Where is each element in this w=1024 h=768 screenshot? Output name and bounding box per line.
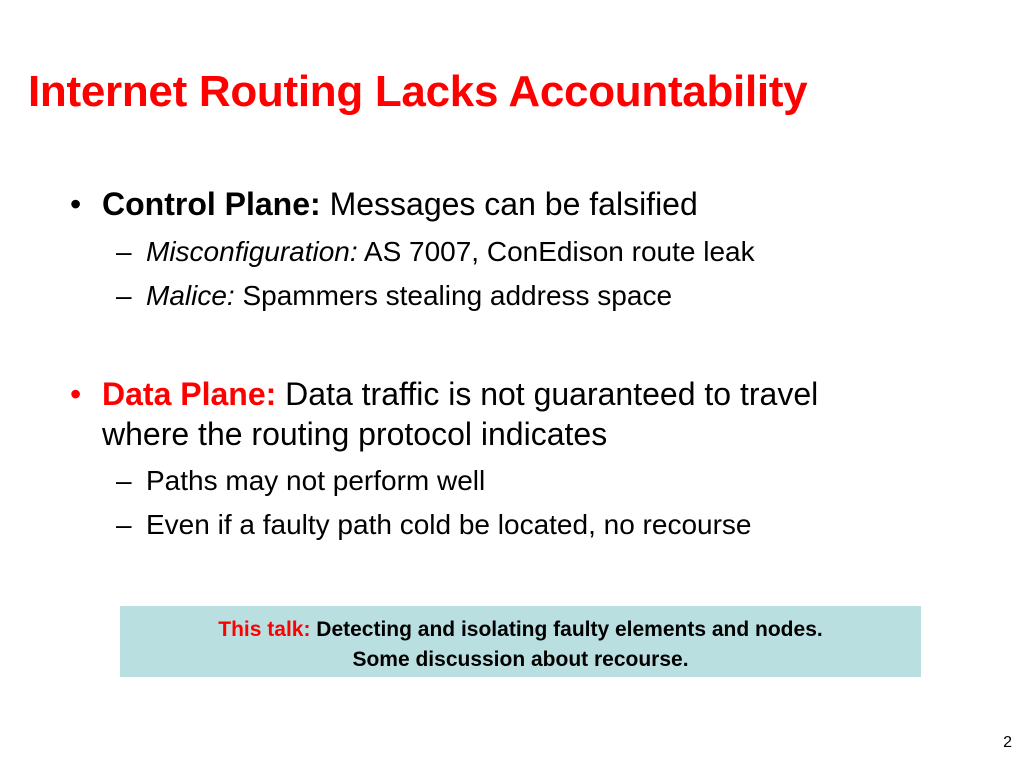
sub-bullet-item <box>70 230 970 274</box>
sub-bullet-marker: – <box>116 509 132 540</box>
bullet-item <box>70 184 970 224</box>
sub-bullet-item <box>70 274 970 318</box>
sub-bullet-text: Paths may not perform well <box>146 465 486 496</box>
callout-line-2: Some discussion about recourse. <box>352 648 689 671</box>
callout-box <box>120 606 921 677</box>
sub-bullet-text: Spammers stealing address space <box>234 280 673 311</box>
bullet-control-plane <box>70 184 970 318</box>
sub-bullet-item <box>70 459 970 503</box>
page-number: 2 <box>1003 734 1012 751</box>
bullet-text: Data traffic is not guaranteed to travel where the routing protocol indicates <box>102 376 819 452</box>
bullet-item <box>70 374 902 454</box>
sub-bullet-item <box>70 503 970 547</box>
bullet-marker: • <box>70 186 82 222</box>
bullet-label: Data Plane: <box>102 376 277 412</box>
callout-line-1 <box>120 615 921 645</box>
sub-bullet-marker: – <box>116 280 132 311</box>
bullet-data-plane <box>70 374 970 547</box>
sub-bullet-marker: – <box>116 465 132 496</box>
sub-bullet-text: Even if a faulty path cold be located, no recourse <box>146 509 752 540</box>
slide-title: Internet Routing Lacks Accountability <box>28 67 808 116</box>
callout-label: This talk: <box>218 618 311 641</box>
bullet-marker: • <box>70 376 82 412</box>
callout-text: Detecting and isolating faulty elements and nodes. <box>310 618 823 641</box>
sub-bullet-label: Misconfiguration: <box>146 236 358 267</box>
bullet-label: Control Plane: <box>102 186 321 222</box>
sub-bullet-text: AS 7007, ConEdison route leak <box>357 236 755 267</box>
sub-bullet-label: Malice: <box>146 280 235 311</box>
sub-bullet-marker: – <box>116 236 132 267</box>
bullet-text: Messages can be falsified <box>320 186 698 222</box>
